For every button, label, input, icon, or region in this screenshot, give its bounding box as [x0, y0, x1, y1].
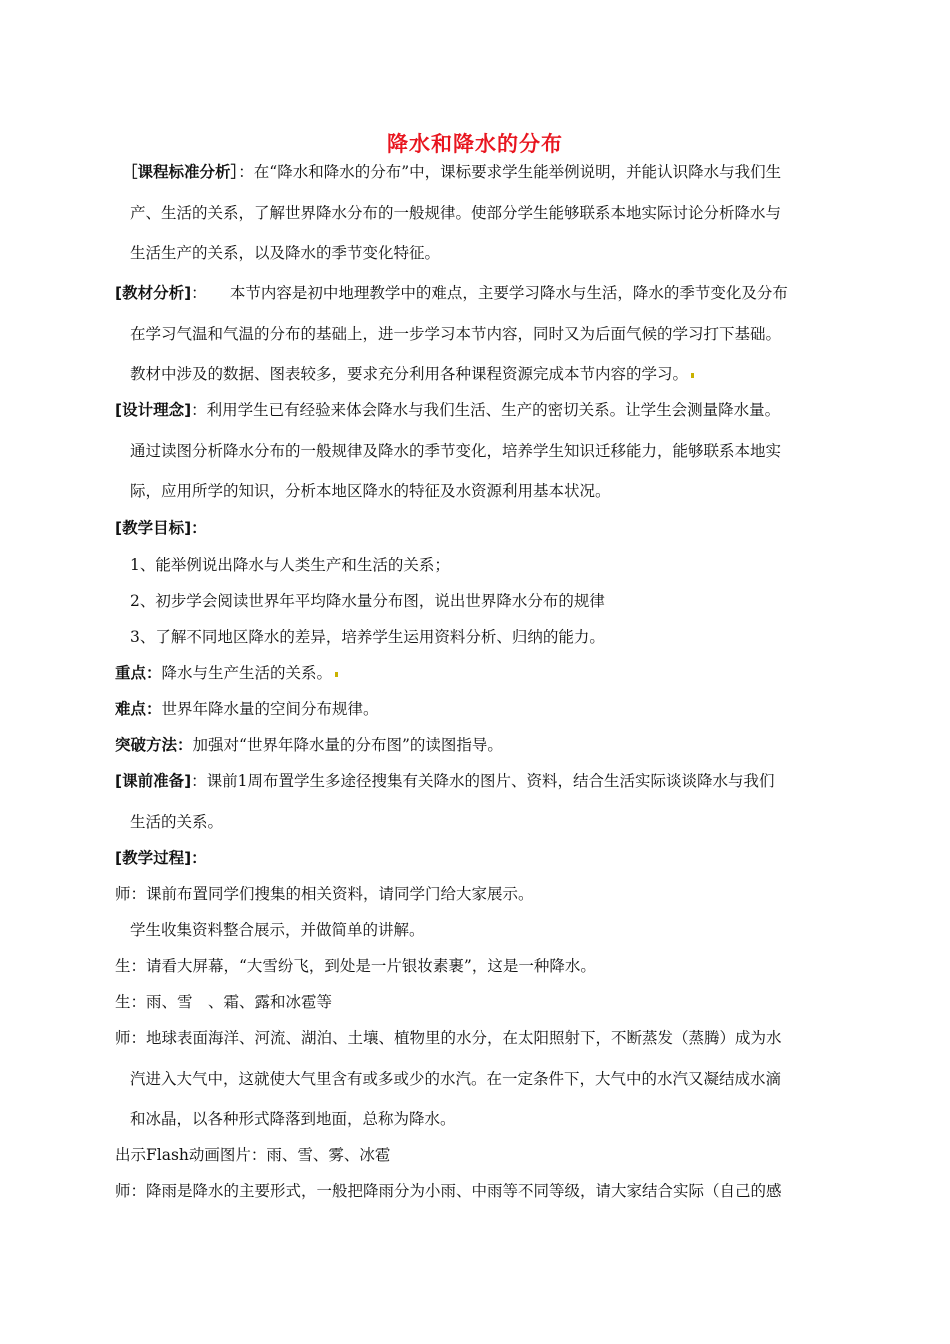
textbook-line-2: 在学习气温和气温的分布的基础上，进一步学习本节内容，同时又为后面气候的学习打下基础。	[130, 325, 782, 343]
textbook-text-1: ： 本节内容是初中地理教学中的难点，主要学习降水与生活，降水的季节变化及分布	[191, 284, 788, 302]
process-line-9: 师：降雨是降水的主要形式，一般把降雨分为小雨、中雨等不同等级，请大家结合实际（自己的感	[115, 1182, 782, 1200]
key-point-label: 重点：	[115, 664, 162, 682]
objective-item-3: 3、了解不同地区降水的差异，培养学生运用资料分析、归纳的能力。	[130, 628, 605, 646]
key-point-line	[115, 663, 338, 683]
design-label: [设计理念]	[115, 401, 192, 419]
process-line-2: 学生收集资料整合展示，并做简单的讲解。	[130, 921, 425, 939]
page-title: 降水和降水的分布	[387, 132, 563, 156]
curriculum-line-2: 产、生活的关系，了解世界降水分布的一般规律。使部分学生能够联系本地实际讨论分析降水与	[130, 204, 782, 222]
curriculum-line-3: 生活生产的关系，以及降水的季节变化特征。	[130, 244, 441, 262]
preparation-text-1: ：课前1周布置学生多途径搜集有关降水的图片、资料，结合生活实际谈谈降水与我们	[191, 772, 775, 790]
design-text-1: ：利用学生已有经验来体会降水与我们生活、生产的密切关系。让学生会测量降水量。	[191, 401, 781, 419]
yellow-mark-icon	[691, 373, 694, 378]
design-line-2: 通过读图分析降水分布的一般规律及降水的季节变化，培养学生知识迁移能力，能够联系本地实	[130, 442, 782, 460]
difficulty-line	[115, 699, 379, 719]
objective-item-2: 2、初步学会阅读世界年平均降水量分布图，说出世界降水分布的规律	[130, 592, 605, 610]
preparation-line-1	[115, 771, 775, 791]
textbook-line-3	[130, 364, 694, 384]
difficulty-text: 世界年降水量的空间分布规律。	[161, 700, 379, 718]
key-point-text: 降水与生产生活的关系。	[161, 664, 333, 682]
breakthrough-line	[115, 735, 503, 755]
process-label: [教学过程]：	[115, 849, 207, 867]
curriculum-line-1	[122, 162, 781, 182]
textbook-text-3: 教材中涉及的数据、图表较多，要求充分利用各种课程资源完成本节内容的学习。	[130, 365, 689, 383]
process-line-7: 和冰晶，以各种形式降落到地面，总称为降水。	[130, 1110, 456, 1128]
difficulty-label: 难点：	[115, 700, 162, 718]
process-line-4: 生：雨、雪 、霜、露和冰雹等	[115, 993, 333, 1011]
preparation-label: [课前准备]	[115, 772, 192, 790]
design-line-3: 际，应用所学的知识，分析本地区降水的特征及水资源利用基本状况。	[130, 482, 611, 500]
objectives-label: [教学目标]：	[115, 519, 207, 537]
objective-item-1: 1、能举例说出降水与人类生产和生活的关系；	[130, 556, 450, 574]
design-line-1	[115, 400, 780, 420]
preparation-line-2: 生活的关系。	[130, 813, 224, 831]
textbook-line-1	[115, 283, 788, 303]
breakthrough-text: 加强对“世界年降水量的分布图”的读图指导。	[192, 736, 503, 754]
breakthrough-label: 突破方法：	[115, 736, 193, 754]
curriculum-text-1: ：在“降水和降水的分布”中，课标要求学生能举例说明，并能认识降水与我们生	[238, 163, 782, 181]
process-line-1: 师：课前布置同学们搜集的相关资料，请同学门给大家展示。	[115, 885, 534, 903]
process-line-6: 汽进入大气中，这就使大气里含有或多或少的水汽。在一定条件下，大气中的水汽又凝结成水滴	[130, 1070, 782, 1088]
yellow-mark-icon	[335, 672, 338, 677]
process-line-3: 生：请看大屏幕，“大雪纷飞，到处是一片银妆素裹”，这是一种降水。	[115, 957, 596, 975]
textbook-label: [教材分析]	[115, 284, 192, 302]
process-line-5: 师：地球表面海洋、河流、湖泊、土壤、植物里的水分，在太阳照射下，不断蒸发（蒸腾）成为水	[115, 1029, 782, 1047]
curriculum-label: ［课程标准分析］	[122, 163, 239, 181]
process-line-8: 出示Flash动画图片：雨、雪、雾、冰雹	[115, 1146, 391, 1164]
